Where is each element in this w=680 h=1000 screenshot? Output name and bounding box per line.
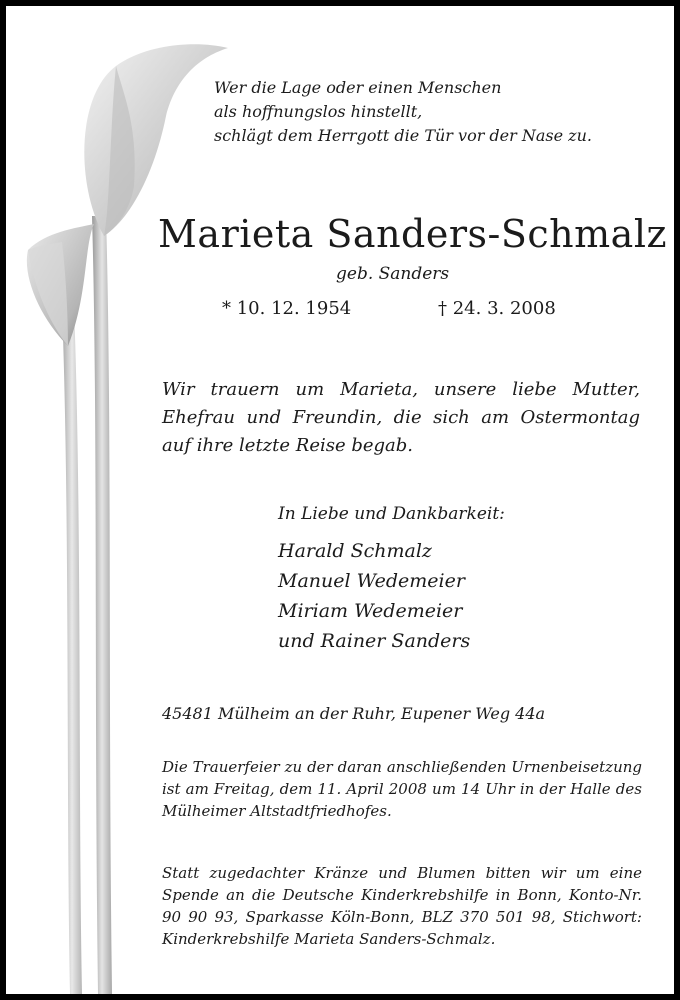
quote-line: schlägt dem Herrgott die Tür vor der Nase zu.	[214, 126, 592, 145]
obituary-notice	[6, 6, 674, 994]
quote-line: Wer die Lage oder einen Menschen	[214, 78, 502, 97]
death-date: † 24. 3. 2008	[438, 298, 556, 319]
family-list	[278, 536, 470, 656]
mourning-address: 45481 Mülheim an der Ruhr, Eupener Weg 44a	[162, 704, 546, 723]
family-member: Manuel Wedemeier	[278, 570, 465, 592]
birth-date: * 10. 12. 1954	[222, 298, 352, 319]
funeral-service-text: Die Trauerfeier zu der daran anschließenden Urnenbeisetzung ist am Freitag, dem 11. April 2008 um 14 Uhr in der Halle des Mülheimer Altstadtfriedhofes.	[162, 758, 642, 820]
maiden-name: geb. Sanders	[336, 264, 450, 284]
mourning-text: Wir trauern um Marieta, unsere liebe Mutter, Ehefrau und Freundin, die sich am Ostermontag auf ihre letzte Reise begab.	[162, 379, 640, 456]
family-member: Harald Schmalz	[278, 540, 432, 562]
quote-line: als hoffnungslos hinstellt,	[214, 102, 423, 121]
donation-request-text: Statt zugedachter Kränze und Blumen bitten wir um eine Spende an die Deutsche Kinderkrebshilfe in Bonn, Konto-Nr. 90 90 93, Sparkasse Köln-Bonn, BLZ 370 501 98, Stichwort: Kinderkrebshilfe Marieta Sanders-Schmalz.	[162, 864, 642, 948]
deceased-name: Marieta Sanders-Schmalz	[158, 212, 668, 256]
family-member: Miriam Wedemeier	[278, 600, 463, 622]
thanks-heading: In Liebe und Dankbarkeit:	[278, 504, 505, 524]
epigraph-quote	[214, 76, 664, 148]
family-member: und Rainer Sanders	[278, 630, 471, 652]
calla-lily-illustration	[6, 6, 246, 994]
